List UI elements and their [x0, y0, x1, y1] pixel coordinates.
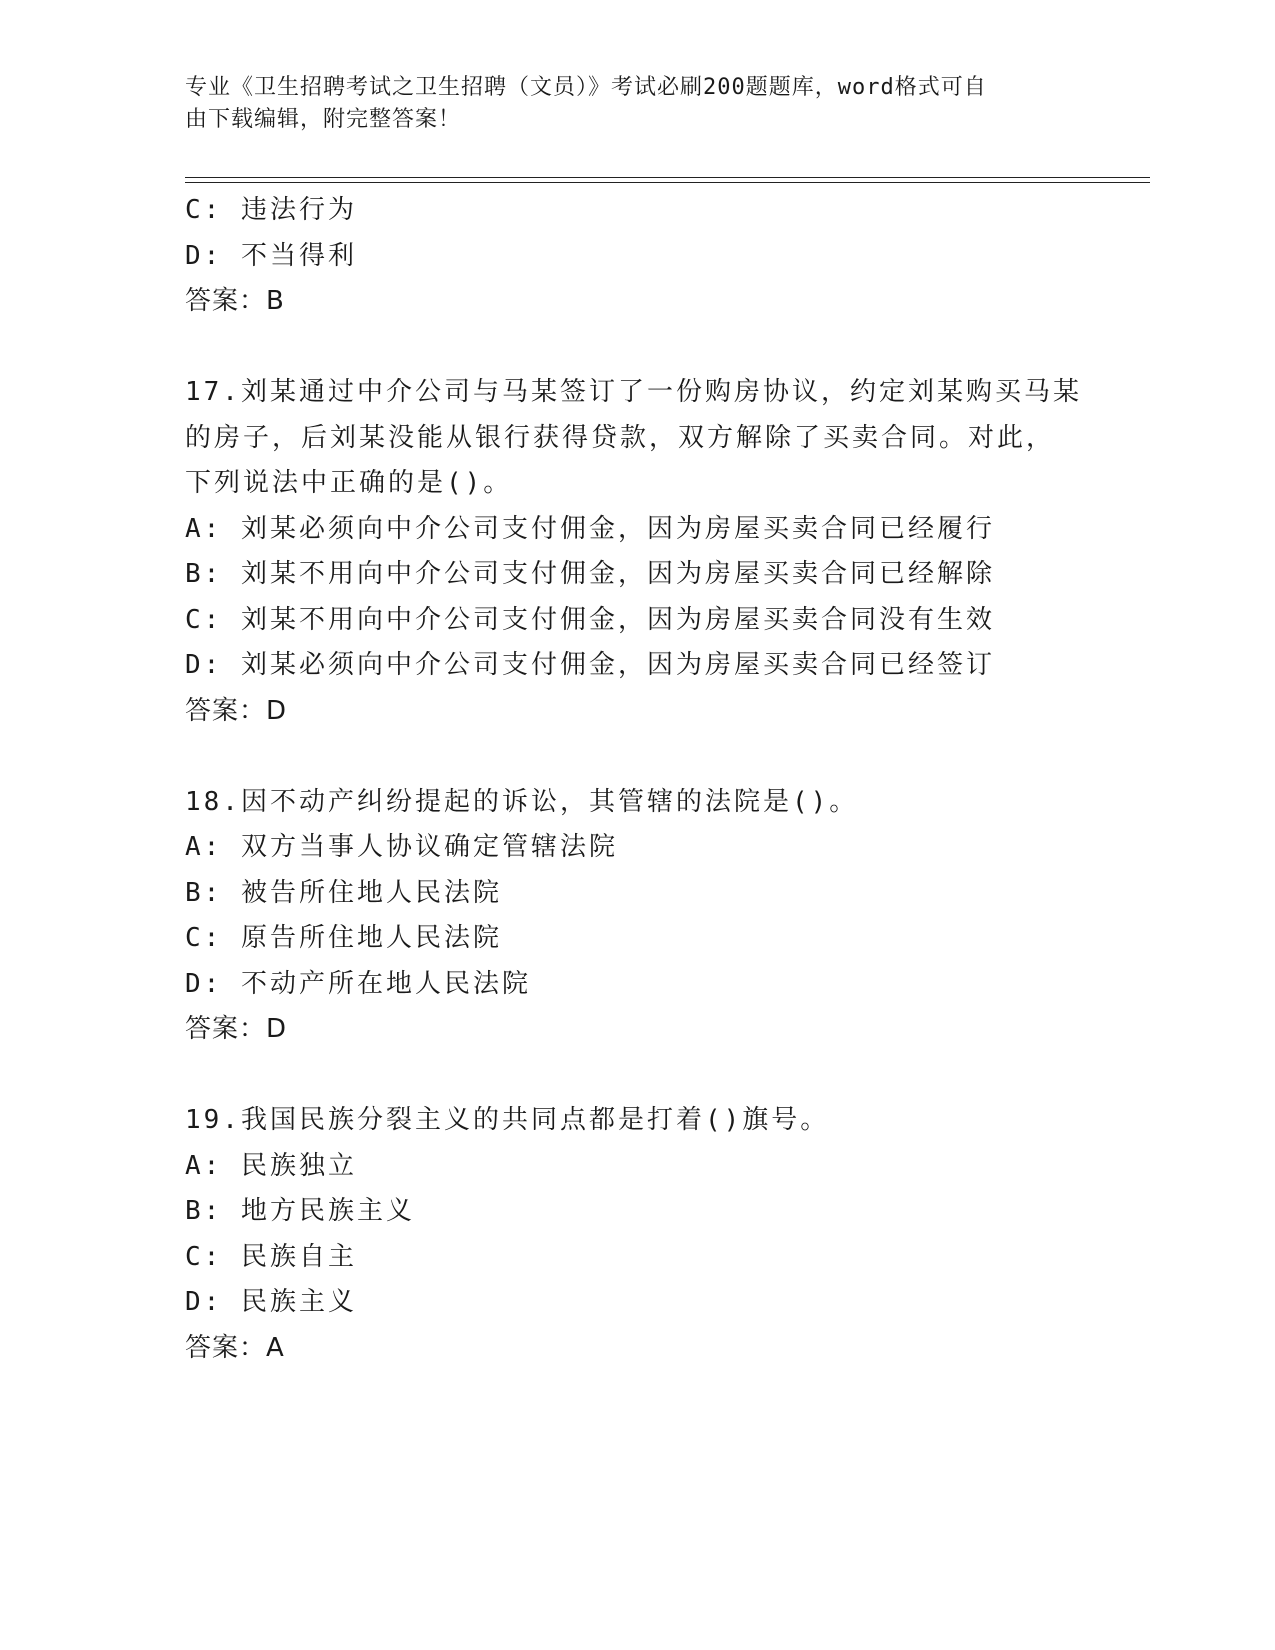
- spacer: [185, 325, 1085, 371]
- option-b: B: 被告所住地人民法院: [185, 877, 502, 908]
- question-18: [185, 780, 1085, 1053]
- option-d: D: 刘某必须向中介公司支付佣金，因为房屋买卖合同已经签订: [185, 650, 995, 680]
- option-d: D: 民族主义: [185, 1287, 357, 1317]
- header-line-2: 由下载编辑，附完整答案！: [185, 107, 462, 132]
- question-text-line: 18.因不动产纠纷提起的诉讼，其管辖的法院是()。: [185, 786, 859, 817]
- question-text-line: 19.我国民族分裂主义的共同点都是打着()旗号。: [185, 1105, 830, 1135]
- header-line-1: 专业《卫生招聘考试之卫生招聘（文员）》考试必刷200题题库，word格式可自: [185, 75, 987, 100]
- spacer: [185, 734, 1085, 780]
- document-header: [185, 72, 1085, 136]
- option-c: C: 原告所住地人民法院: [185, 923, 502, 953]
- option-b: B: 刘某不用向中介公司支付佣金，因为房屋买卖合同已经解除: [185, 559, 995, 589]
- header-divider-bottom: [185, 182, 1150, 183]
- answer-line: 答案：A: [185, 1332, 285, 1363]
- option-a: A: 双方当事人协议确定管辖法院: [185, 832, 618, 862]
- prev-question-block: [185, 188, 1085, 325]
- option-a: A: 民族独立: [185, 1150, 357, 1181]
- answer-line: 答案：B: [185, 286, 285, 316]
- option-c: C: 刘某不用向中介公司支付佣金，因为房屋买卖合同没有生效: [185, 604, 995, 635]
- option-a: A: 刘某必须向中介公司支付佣金，因为房屋买卖合同已经履行: [185, 513, 995, 544]
- question-text-line: 下列说法中正确的是()。: [185, 468, 513, 498]
- question-list: [185, 188, 1085, 1371]
- option-d: D: 不当得利: [185, 240, 357, 271]
- option-d: D: 不动产所在地人民法院: [185, 968, 531, 999]
- answer-line: 答案：D: [185, 1014, 288, 1044]
- option-b: B: 地方民族主义: [185, 1196, 415, 1226]
- option-c: C: 违法行为: [185, 195, 357, 225]
- header-divider-top: [185, 177, 1150, 178]
- question-19: [185, 1098, 1085, 1371]
- option-c: C: 民族自主: [185, 1241, 357, 1272]
- question-text-line: 17.刘某通过中介公司与马某签订了一份购房协议，约定刘某购买马某: [185, 377, 1082, 407]
- spacer: [185, 1053, 1085, 1099]
- answer-line: 答案：D: [185, 695, 288, 726]
- question-text-line: 的房子，后刘某没能从银行获得贷款，双方解除了买卖合同。对此，: [185, 422, 1056, 453]
- question-17: [185, 370, 1085, 734]
